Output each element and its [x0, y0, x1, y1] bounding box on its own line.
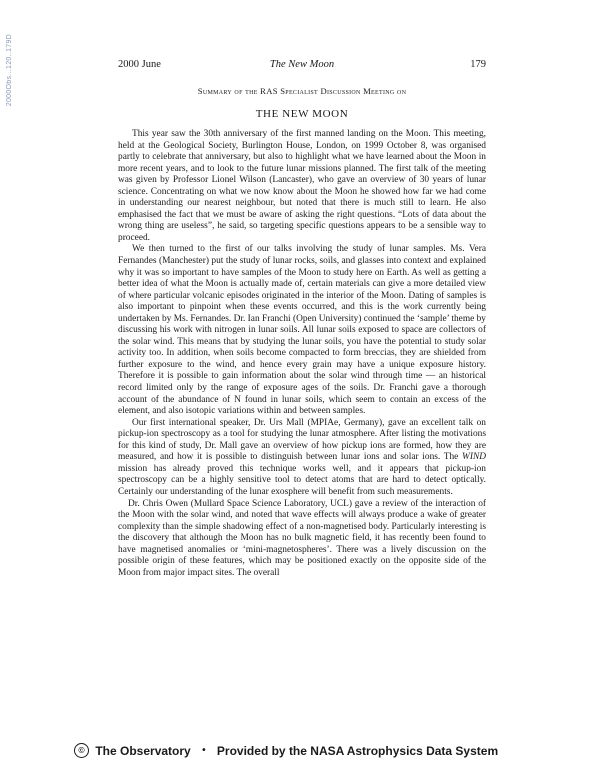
- paragraph-3-text-end: mission has already proved this technique works well, and it appears that pickup-ion spectroscopy can be a highly sensitive tool to detect atoms that are hard to detect optically. Certainly our understanding of the lunar exosphere will benefit from such measurements.: [118, 463, 486, 497]
- running-head-title: The New Moon: [269, 59, 335, 70]
- bibcode-stamp: 2000Obs...120..179D: [6, 34, 13, 107]
- running-head-date: 2000 June: [118, 59, 161, 70]
- paragraph-4-text: Dr. Chris Owen (Mullard Space Science Laboratory, UCL) gave a review of the interaction of the Moon with the solar wind, and noted that wave effects will always produce a wake of greater complexity than the simple shadowing effect of a non-magnetised body. Particularly interesting is the discovery that although the Moon has no bulk magnetic field, it has recently been found to have magnetised anomalies or ‘mini-magnetospheres’. There was a lively discussion on the possible origin of these features, which may be positioned exactly on the opposite side of the Moon from major impact sites. The overall: [118, 498, 486, 578]
- paragraph-4: [118, 499, 486, 580]
- footer-credit: [74, 741, 534, 759]
- page-number: 179: [470, 59, 486, 70]
- meeting-summary-heading: Summary of the RAS Specialist Discussion Meeting on: [197, 86, 407, 96]
- paragraph-2: [118, 244, 486, 417]
- paragraph-3: [118, 418, 486, 499]
- paragraph-2-text: We then turned to the first of our talks involving the study of lunar samples. Ms. Vera Fernandes (Manchester) put the study of lunar rocks, soils, and glasses into context and explained why it was so important to have samples of the Moon to study here on Earth. As well as getting a better idea of what the Moon is actually made of, certain materials can give a more detailed view of where particular volcanic episodes originated in the interior of the Moon. Dating of samples is also important to pinpoint when these events occurred, and this is the work currently being undertaken by Ms. Fernandes. Dr. Ian Franchi (Open University) continued the ‘sample’ theme by discussing his work with nitrogen in lunar soils. All lunar soils exposed to space are collectors of the solar wind. This means that by studying the lunar soils, you have the potential to study solar activity too. In addition, when soils become compacted to form breccias, they are shielded from further exposure to the wind, and hence every grain may have a unique exposure history. Therefore it is possible to gain information about the solar wind through time — an historical record limited only by the range of exposure ages of the soils. Dr. Franchi gave a thorough account of the abundance of N found in lunar soils, which seem to contain an excess of the element, and also isotopic variations within and between samples.: [118, 244, 486, 417]
- article-title: THE NEW MOON: [255, 108, 349, 120]
- provider-credit: Provided by the NASA Astrophysics Data System: [216, 743, 499, 758]
- running-head: [118, 58, 486, 72]
- copyright-icon: ©: [74, 743, 89, 758]
- article-body: [118, 129, 486, 579]
- publication-name: The Observatory: [95, 743, 191, 758]
- paragraph-1: [118, 129, 486, 244]
- bullet-separator: •: [202, 744, 206, 756]
- paragraph-1-text: This year saw the 30th anniversary of the first manned landing on the Moon. This meeting, held at the Geological Society, Burlington House, London, on 1999 October 8, was organised partly to celebrate that anniversary, but also to highlight what we have learned about the Moon in more recent years, and to look to the future lunar missions planned. The first talk of the meeting was given by Professor Lionel Wilson (Lancaster), who gave an overview of 30 years of lunar science. Concentrating on what we now know about the Moon he showed how far we had come in understanding our nearest neighbour, but noted that there is much still to learn. He also emphasised the fact that we must be aware of asking the right questions. “Lots of data about the wrong thing are useless”, he said, so targeting specific questions appears to be a sensible way to proceed.: [118, 129, 486, 243]
- paragraph-3-text-start: Our first international speaker, Dr. Urs Mall (MPIAe, Germany), gave an excellent talk on pickup-ion spectroscopy as a tool for studying the lunar atmosphere. After listing the motivations for this kind of study, Dr. Mall gave an overview of how pickup ions are formed, how they are measured, and how it is possible to distinguish between lunar ions and solar ions. The: [118, 417, 486, 463]
- mission-name: WIND: [462, 452, 486, 463]
